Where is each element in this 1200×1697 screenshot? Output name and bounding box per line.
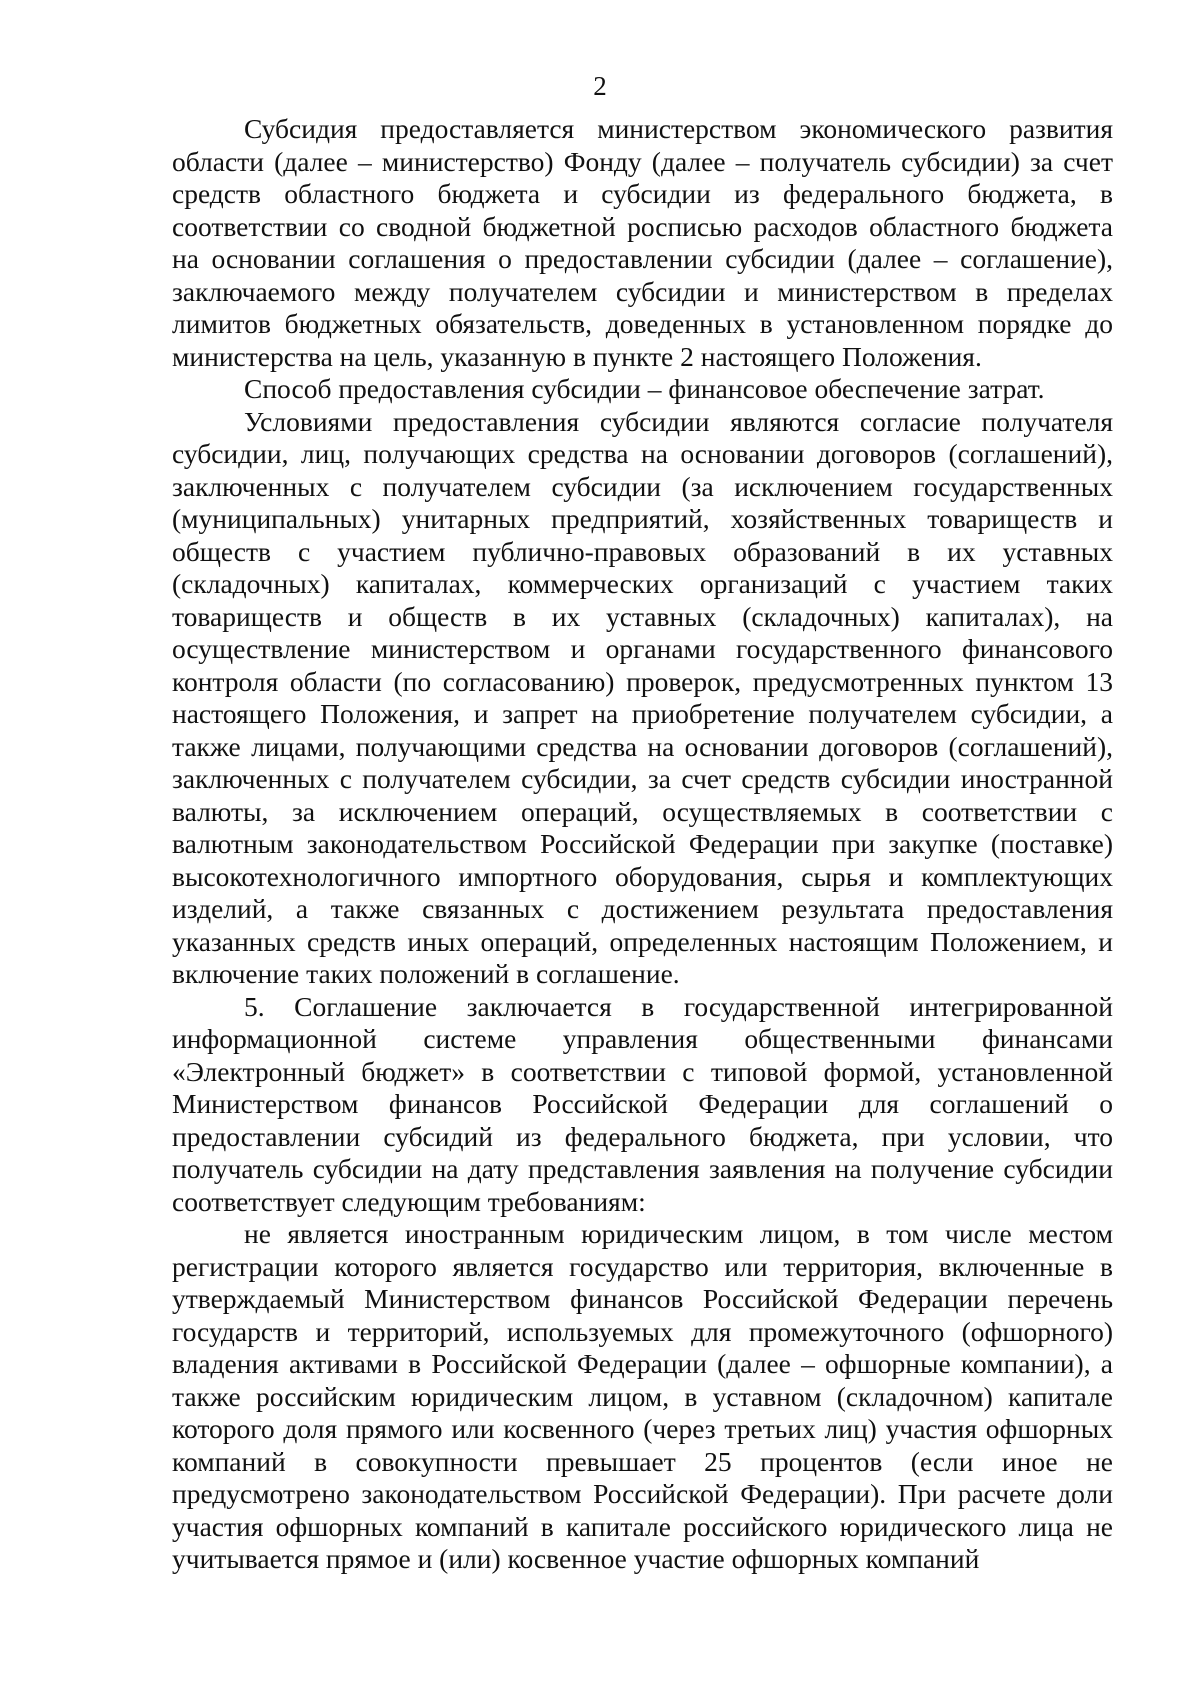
paragraph-subsidy-conditions: Условиями предоставления субсидии являются согласие получателя субсидии, лиц, получающих средства на основании договоров (соглашений), заключенных с получателем субсидии (за исключением государственных (муниципальных) унитарных предприятий, хозяйственных товариществ и обществ с участием публично-правовых образований в их уставных (складочных) капиталах, коммерческих организаций с участием таких товариществ и обществ в их уставных (складочных) капиталах), на осуществление министерством и органами государственного финансового контроля области (по согласованию) проверок, предусмотренных пунктом 13 настоящего Положения, и запрет на приобретение получателем субсидии, а также лицами, получающими средства на основании договоров (соглашений), заключенных с получателем субсидии, за счет средств субсидии иностранной валюты, за исключением операций, осуществляемых в соответствии с валютным законодательством Российской Федерации при закупке (поставке) высокотехнологичного импортного оборудования, сырья и комплектующих изделий, а также связанных с достижением результата предоставления указанных средств иных операций, определенных настоящим Положением, и включение таких положений в соглашение.: [172, 405, 1113, 989]
paragraph-agreement-clause-5: 5. Соглашение заключается в государственной интегрированной информационной системе управления общественными финансами «Электронный бюджет» в соответствии с типовой формой, установленной Министерством финансов Российской Федерации для соглашений о предоставлении субсидий из федерального бюджета, при условии, что получатель субсидии на дату представления заявления на получение субсидии соответствует следующим требованиям:: [172, 990, 1113, 1217]
paragraph-foreign-entity-requirement: не является иностранным юридическим лицом, в том числе местом регистрации которого является государство или территория, включенные в утверждаемый Министерством финансов Российской Федерации перечень государств и территорий, используемых для промежуточного (офшорного) владения активами в Российской Федерации (далее – офшорные компании), а также российским юридическим лицом, в уставном (складочном) капитале которого доля прямого или косвенного (через третьих лиц) участия офшорных компаний в совокупности превышает 25 процентов (если иное не предусмотрено законодательством Российской Федерации). При расчете доли участия офшорных компаний в капитале российского юридического лица не учитывается прямое и (или) косвенное участие офшорных компаний: [172, 1218, 1113, 1574]
document-body: [172, 113, 1113, 1576]
paragraph-subsidy-method: Способ предоставления субсидии – финансовое обеспечение затрат.: [244, 373, 1045, 404]
paragraph-subsidy-provision: Субсидия предоставляется министерством экономического развития области (далее – министерство) Фонду (далее – получатель субсидии) за счет средств областного бюджета и субсидии из федерального бюджета, в соответствии со сводной бюджетной росписью расходов областного бюджета на основании соглашения о предоставлении субсидии (далее – соглашение), заключаемого между получателем субсидии и министерством в пределах лимитов бюджетных обязательств, доведенных в установленном порядке до министерства на цель, указанную в пункте 2 настоящего Положения.: [172, 113, 1113, 372]
page-number: 2: [593, 71, 607, 101]
